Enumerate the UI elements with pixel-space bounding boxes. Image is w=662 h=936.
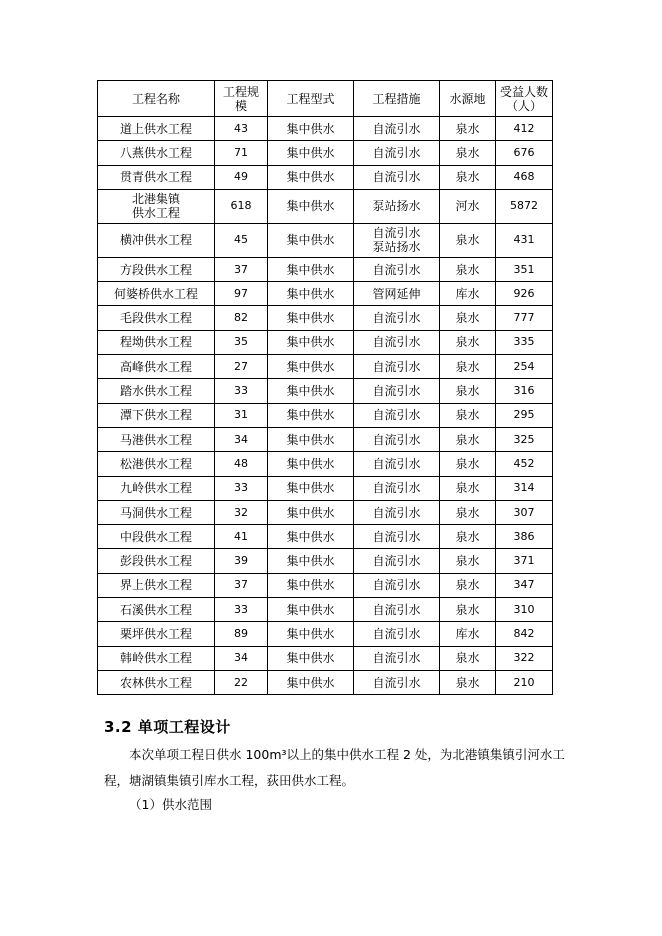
table-cell: 自流引水 [354, 165, 440, 189]
table-cell: 库水 [440, 622, 496, 646]
table-cell: 泉水 [440, 355, 496, 379]
table-cell: 泉水 [440, 427, 496, 451]
table-cell: 潭下供水工程 [98, 403, 215, 427]
table-cell: 41 [215, 525, 268, 549]
table-cell: 自流引水 [354, 670, 440, 694]
table-row [98, 165, 553, 189]
table-cell: 集中供水 [268, 573, 354, 597]
table-cell: 45 [215, 223, 268, 257]
table-row [98, 379, 553, 403]
column-header: 水源地 [440, 81, 496, 117]
table-row [98, 403, 553, 427]
table-row [98, 117, 553, 141]
table-cell: 自流引水 [354, 306, 440, 330]
project-table [97, 80, 553, 695]
table-cell: 322 [496, 646, 553, 670]
table-cell: 自流引水 [354, 403, 440, 427]
table-cell: 自流引水 泵站扬水 [354, 223, 440, 257]
table-cell: 集中供水 [268, 379, 354, 403]
table-cell: 方段供水工程 [98, 257, 215, 281]
table-cell: 254 [496, 355, 553, 379]
table-cell: 347 [496, 573, 553, 597]
table-cell: 程坳供水工程 [98, 330, 215, 354]
table-cell: 中段供水工程 [98, 525, 215, 549]
table-cell: 管网延伸 [354, 282, 440, 306]
table-cell: 泉水 [440, 379, 496, 403]
table-cell: 35 [215, 330, 268, 354]
table-cell: 自流引水 [354, 355, 440, 379]
table-cell: 集中供水 [268, 525, 354, 549]
table-cell: 325 [496, 427, 553, 451]
table-row [98, 622, 553, 646]
table-cell: 泉水 [440, 500, 496, 524]
table-row [98, 525, 553, 549]
table-cell: 集中供水 [268, 355, 354, 379]
table-cell: 自流引水 [354, 257, 440, 281]
table-cell: 412 [496, 117, 553, 141]
table-cell: 82 [215, 306, 268, 330]
table-cell: 71 [215, 141, 268, 165]
table-cell: 集中供水 [268, 165, 354, 189]
table-cell: 22 [215, 670, 268, 694]
table-cell: 彭段供水工程 [98, 549, 215, 573]
table-row [98, 549, 553, 573]
table-row [98, 257, 553, 281]
table-cell: 集中供水 [268, 476, 354, 500]
paragraph-text: 本次单项工程日供水 100m³以上的集中供水工程 2 处，为北港镇集镇引河水工程，塘湖镇集镇引库水工程，荻田供水工程。 [104, 747, 565, 788]
table-cell: 贯青供水工程 [98, 165, 215, 189]
table-cell: 高峰供水工程 [98, 355, 215, 379]
table-cell: 集中供水 [268, 306, 354, 330]
table-cell: 集中供水 [268, 223, 354, 257]
table-cell: 道上供水工程 [98, 117, 215, 141]
table-cell: 618 [215, 189, 268, 223]
table-cell: 自流引水 [354, 379, 440, 403]
table-row [98, 573, 553, 597]
table-row [98, 189, 553, 223]
table-cell: 泉水 [440, 670, 496, 694]
table-cell: 九岭供水工程 [98, 476, 215, 500]
table-row [98, 282, 553, 306]
sub-item-heading: （1）供水范围 [129, 797, 212, 812]
column-header: 工程规 模 [215, 81, 268, 117]
table-cell: 泉水 [440, 452, 496, 476]
table-cell: 松港供水工程 [98, 452, 215, 476]
table-row [98, 598, 553, 622]
table-cell: 777 [496, 306, 553, 330]
table-cell: 自流引水 [354, 622, 440, 646]
table-row [98, 223, 553, 257]
table-cell: 集中供水 [268, 598, 354, 622]
table-cell: 33 [215, 476, 268, 500]
table-cell: 泉水 [440, 165, 496, 189]
table-cell: 集中供水 [268, 500, 354, 524]
table-cell: 泉水 [440, 223, 496, 257]
table-cell: 集中供水 [268, 622, 354, 646]
column-header: 工程措施 [354, 81, 440, 117]
table-cell: 210 [496, 670, 553, 694]
table-cell: 316 [496, 379, 553, 403]
table-cell: 泉水 [440, 598, 496, 622]
table-cell: 351 [496, 257, 553, 281]
table-row [98, 670, 553, 694]
table-cell: 89 [215, 622, 268, 646]
table-cell: 自流引水 [354, 476, 440, 500]
table-cell: 集中供水 [268, 646, 354, 670]
column-header: 工程型式 [268, 81, 354, 117]
table-cell: 自流引水 [354, 330, 440, 354]
table-cell: 33 [215, 598, 268, 622]
table-cell: 泉水 [440, 117, 496, 141]
table-cell: 泉水 [440, 257, 496, 281]
table-cell: 北港集镇 供水工程 [98, 189, 215, 223]
table-cell: 自流引水 [354, 549, 440, 573]
table-cell: 自流引水 [354, 427, 440, 451]
table-cell: 97 [215, 282, 268, 306]
section-title: 3.2 单项工程设计 [104, 718, 231, 736]
table-cell: 栗坪供水工程 [98, 622, 215, 646]
table-cell: 自流引水 [354, 452, 440, 476]
table-body [98, 117, 553, 695]
table-cell: 自流引水 [354, 525, 440, 549]
table-cell: 307 [496, 500, 553, 524]
table-cell: 39 [215, 549, 268, 573]
table-cell: 37 [215, 573, 268, 597]
table-cell: 泉水 [440, 573, 496, 597]
table-row [98, 141, 553, 165]
table-cell: 33 [215, 379, 268, 403]
table-cell: 43 [215, 117, 268, 141]
table-cell: 泉水 [440, 306, 496, 330]
table-cell: 踏水供水工程 [98, 379, 215, 403]
table-cell: 何婆桥供水工程 [98, 282, 215, 306]
table-cell: 集中供水 [268, 282, 354, 306]
table-cell: 295 [496, 403, 553, 427]
table-cell: 49 [215, 165, 268, 189]
table-cell: 310 [496, 598, 553, 622]
table-row [98, 452, 553, 476]
column-header: 工程名称 [98, 81, 215, 117]
table-cell: 386 [496, 525, 553, 549]
table-cell: 河水 [440, 189, 496, 223]
table-cell: 452 [496, 452, 553, 476]
table-row [98, 500, 553, 524]
table-cell: 界上供水工程 [98, 573, 215, 597]
table-cell: 泉水 [440, 646, 496, 670]
table-cell: 集中供水 [268, 141, 354, 165]
table-cell: 48 [215, 452, 268, 476]
table-cell: 5872 [496, 189, 553, 223]
table-cell: 集中供水 [268, 189, 354, 223]
table-row [98, 330, 553, 354]
table-cell: 集中供水 [268, 403, 354, 427]
column-header: 受益人数 （人） [496, 81, 553, 117]
table-cell: 31 [215, 403, 268, 427]
table-cell: 集中供水 [268, 117, 354, 141]
table-cell: 毛段供水工程 [98, 306, 215, 330]
table-cell: 37 [215, 257, 268, 281]
table-cell: 34 [215, 646, 268, 670]
table-cell: 集中供水 [268, 330, 354, 354]
table-row [98, 306, 553, 330]
table-cell: 横冲供水工程 [98, 223, 215, 257]
table-row [98, 427, 553, 451]
table-cell: 自流引水 [354, 598, 440, 622]
table-cell: 韩岭供水工程 [98, 646, 215, 670]
table-cell: 库水 [440, 282, 496, 306]
table-cell: 自流引水 [354, 117, 440, 141]
table-cell: 32 [215, 500, 268, 524]
table-cell: 926 [496, 282, 553, 306]
table-cell: 马洞供水工程 [98, 500, 215, 524]
table-cell: 泉水 [440, 330, 496, 354]
table-cell: 842 [496, 622, 553, 646]
table-row [98, 476, 553, 500]
table-cell: 泉水 [440, 403, 496, 427]
table-cell: 马港供水工程 [98, 427, 215, 451]
table-cell: 自流引水 [354, 141, 440, 165]
table-cell: 农林供水工程 [98, 670, 215, 694]
table-cell: 泉水 [440, 476, 496, 500]
table-cell: 431 [496, 223, 553, 257]
table-cell: 集中供水 [268, 549, 354, 573]
table-cell: 集中供水 [268, 257, 354, 281]
table-cell: 468 [496, 165, 553, 189]
table-cell: 八燕供水工程 [98, 141, 215, 165]
table-cell: 集中供水 [268, 670, 354, 694]
section-paragraph [104, 742, 574, 794]
table-cell: 泉水 [440, 141, 496, 165]
table-cell: 自流引水 [354, 646, 440, 670]
table-cell: 371 [496, 549, 553, 573]
table-cell: 314 [496, 476, 553, 500]
table-cell: 34 [215, 427, 268, 451]
table-cell: 石溪供水工程 [98, 598, 215, 622]
table-header-row [98, 81, 553, 117]
table-row [98, 646, 553, 670]
table-row [98, 355, 553, 379]
table-cell: 27 [215, 355, 268, 379]
table-cell: 676 [496, 141, 553, 165]
table-cell: 集中供水 [268, 452, 354, 476]
table-cell: 自流引水 [354, 500, 440, 524]
table-cell: 自流引水 [354, 573, 440, 597]
table-cell: 335 [496, 330, 553, 354]
table-cell: 泉水 [440, 549, 496, 573]
table-cell: 集中供水 [268, 427, 354, 451]
table-cell: 泵站扬水 [354, 189, 440, 223]
table-cell: 泉水 [440, 525, 496, 549]
